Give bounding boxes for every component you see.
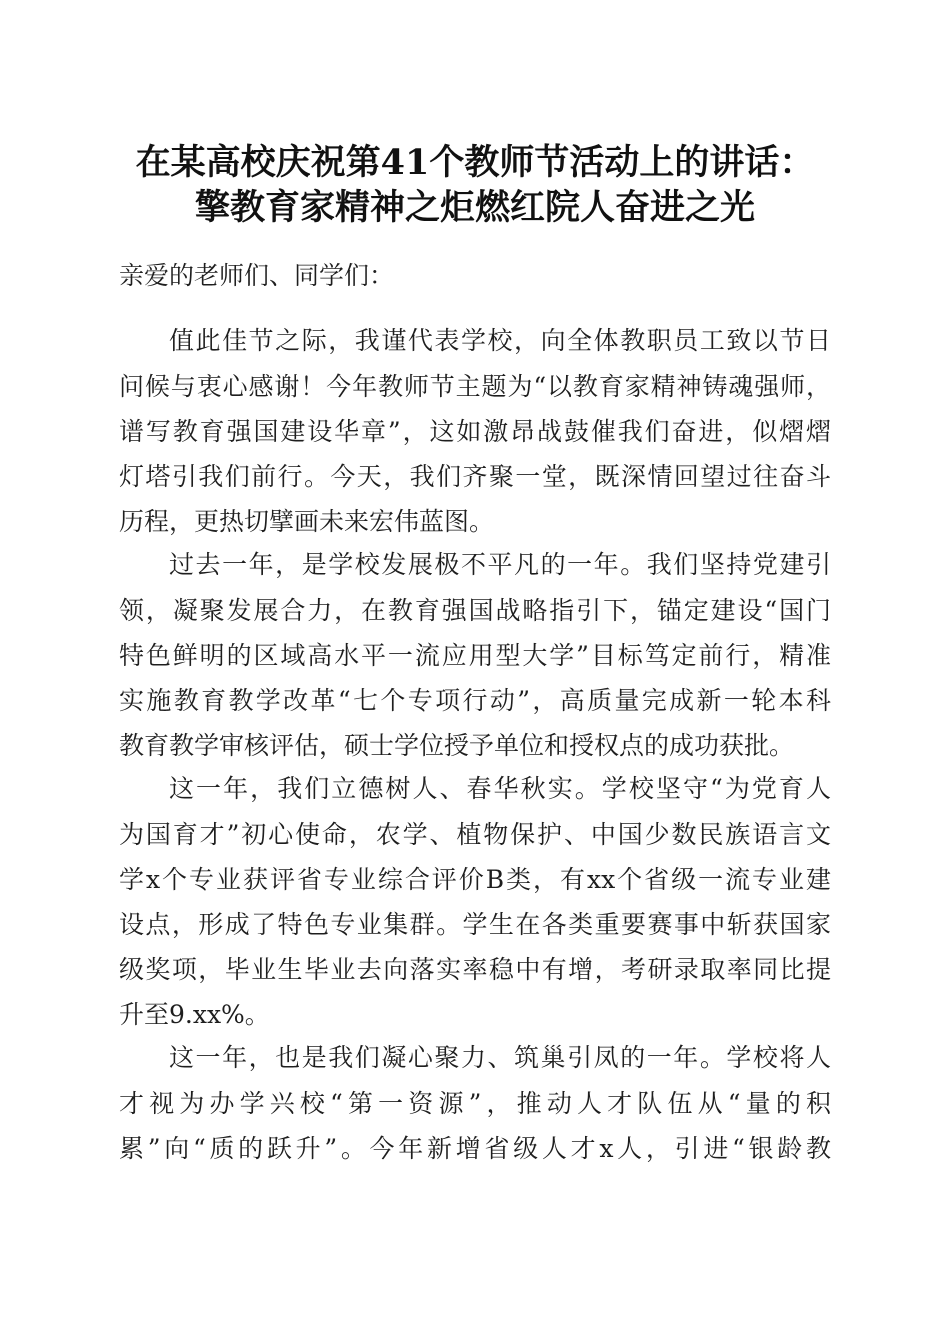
paragraph-4-line-2: 才视为办学兴校“第一资源”，推动人才队伍从“量的积 xyxy=(119,1089,831,1118)
paragraph-2-line-4: 实施教育教学改革“七个专项行动”，高质量完成新一轮本科 xyxy=(119,686,831,715)
paragraph-1-line-2: 问候与衷心感谢！今年教师节主题为“以教育家精神铸魂强师， xyxy=(119,372,831,401)
paragraph-2-line-2: 领，凝聚发展合力，在教育强国战略指引下，锚定建设“国门 xyxy=(119,596,831,625)
paragraph-1-line-4: 灯塔引我们前行。今天，我们齐聚一堂，既深情回望过往奋斗 xyxy=(119,462,831,491)
paragraph-3-line-3: 学x个专业获评省专业综合评价B类，有xx个省级一流专业建 xyxy=(119,865,831,894)
paragraph-4-line-3: 累”向“质的跃升”。今年新增省级人才x人，引进“银龄教 xyxy=(119,1134,831,1163)
paragraph-1-line-1: 值此佳节之际，我谨代表学校，向全体教职员工致以节日 xyxy=(169,326,831,355)
paragraph-1-line-3: 谱写教育强国建设华章”，这如激昂战鼓催我们奋进，似熠熠 xyxy=(119,417,831,446)
paragraph-4-line-1: 这一年，也是我们凝心聚力、筑巢引凤的一年。学校将人 xyxy=(169,1043,831,1072)
paragraph-3-line-2: 为国育才”初心使命，农学、植物保护、中国少数民族语言文 xyxy=(119,820,831,849)
paragraph-3-line-5: 级奖项，毕业生毕业去向落实率稳中有增，考研录取率同比提 xyxy=(119,955,831,984)
salutation: 亲爱的老师们、同学们： xyxy=(119,261,395,290)
paragraph-2-line-1: 过去一年，是学校发展极不平凡的一年。我们坚持党建引 xyxy=(169,550,831,579)
paragraph-2-line-3: 特色鲜明的区域高水平一流应用型大学”目标笃定前行，精准 xyxy=(119,641,831,670)
document-title-line-2: 擎教育家精神之炬燃红院人奋进之光 xyxy=(194,187,755,228)
paragraph-3-line-1: 这一年，我们立德树人、春华秋实。学校坚守“为党育人 xyxy=(169,774,831,803)
document-title-line-1: 在某高校庆祝第41个教师节活动上的讲话： xyxy=(135,142,815,183)
paragraph-1-line-5: 历程，更热切擘画未来宏伟蓝图。 xyxy=(119,507,495,536)
paragraph-3-line-4: 设点，形成了特色专业集群。学生在各类重要赛事中斩获国家 xyxy=(119,910,831,939)
paragraph-3-line-6: 升至9.xx%。 xyxy=(119,1000,270,1029)
paragraph-2-line-5: 教育教学审核评估，硕士学位授予单位和授权点的成功获批。 xyxy=(119,731,795,760)
